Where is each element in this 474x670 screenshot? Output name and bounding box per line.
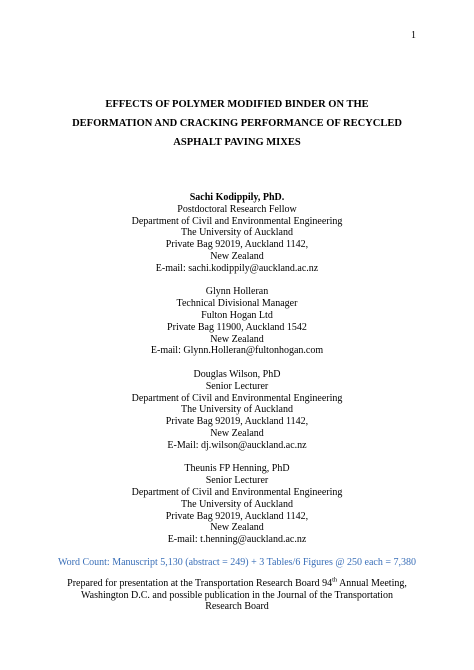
author-organization: The University of Auckland [181, 498, 293, 510]
page-number: 1 [411, 30, 416, 41]
author-email: E-mail: t.henning@auckland.ac.nz [167, 534, 307, 546]
author-country: New Zealand [210, 250, 264, 262]
author-country: New Zealand [210, 427, 264, 439]
ordinal-superscript: th [332, 576, 338, 584]
author-block-henning [60, 463, 414, 546]
presentation-note [62, 578, 412, 613]
author-block-holleran [60, 286, 414, 357]
author-organization: The University of Auckland [181, 227, 293, 239]
author-address: Private Bag 92019, Auckland 1142, [165, 239, 309, 251]
author-address: Private Bag 92019, Auckland 1142, [165, 416, 309, 428]
author-email: E-mail: Glynn.Holleran@fultonhogan.com [150, 345, 324, 357]
author-block-kodippily [60, 192, 414, 275]
paper-title [40, 95, 434, 152]
author-department: Department of Civil and Environmental Engineering [131, 215, 343, 227]
author-country: New Zealand [210, 333, 264, 345]
author-email: E-Mail: dj.wilson@auckland.ac.nz [167, 439, 307, 451]
author-role: Technical Divisional Manager [176, 298, 298, 310]
presentation-text-start: Prepared for presentation at the Transportation Research Board 94 [67, 578, 333, 589]
presentation-text-end: Annual Meeting, Washington D.C. and possible publication in the Journal of the Transportation Research Board [81, 578, 407, 613]
author-email: E-mail: sachi.kodippily@auckland.ac.nz [155, 262, 319, 274]
author-list [60, 192, 414, 558]
title-line: DEFORMATION AND CRACKING PERFORMANCE OF RECYCLED [72, 118, 402, 129]
author-name: Sachi Kodippily, PhD. [189, 192, 285, 203]
author-country: New Zealand [210, 522, 264, 534]
title-line: EFFECTS OF POLYMER MODIFIED BINDER ON THE [105, 99, 369, 110]
author-organization: Fulton Hogan Ltd [201, 309, 273, 321]
author-role: Senior Lecturer [205, 380, 269, 392]
author-name: Theunis FP Henning, PhD [184, 463, 290, 475]
author-department: Department of Civil and Environmental Engineering [131, 486, 343, 498]
author-address: Private Bag 92019, Auckland 1142, [165, 510, 309, 522]
author-block-wilson [60, 369, 414, 452]
author-role: Senior Lecturer [205, 475, 269, 487]
word-count: Word Count: Manuscript 5,130 (abstract = 249) + 3 Tables/6 Figures @ 250 each = 7,380 [58, 557, 416, 568]
author-name: Douglas Wilson, PhD [193, 368, 281, 380]
author-name: Glynn Holleran [205, 286, 269, 298]
author-role: Postdoctoral Research Fellow [177, 203, 297, 215]
author-organization: The University of Auckland [181, 404, 293, 416]
author-address: Private Bag 11900, Auckland 1542 [167, 321, 307, 333]
author-department: Department of Civil and Environmental Engineering [131, 392, 343, 404]
title-line: ASPHALT PAVING MIXES [173, 137, 301, 148]
